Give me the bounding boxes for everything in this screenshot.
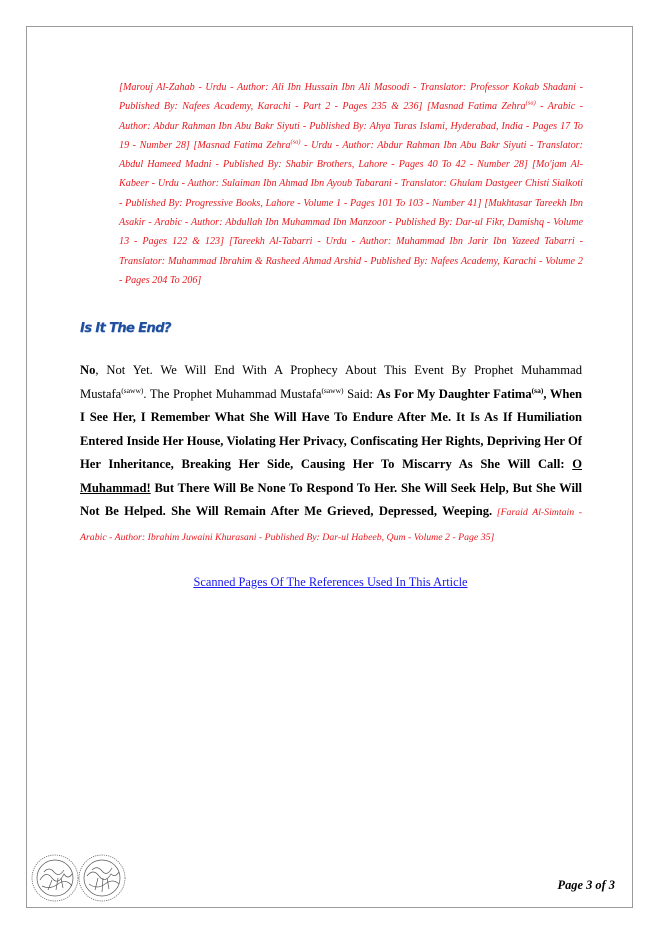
section-heading: Is It The End? [80, 321, 171, 336]
honorific-sup: (sa) [525, 99, 536, 107]
page-number: Page 3 of 3 [557, 878, 615, 892]
honorific-sup: (saww) [121, 385, 144, 395]
honorific-sup: (sa) [290, 138, 301, 146]
scanned-pages-link[interactable]: Scanned Pages Of The References Used In This Article [193, 575, 468, 589]
quote-citation: [Faraid Al-Simtain - Arabic - Author: Ibrahim Juwaini Khurasani - Published By: Dar-ul Habeeb, Qum - Volume 2 - Page 35] [80, 507, 582, 543]
calligraphy-seal-icon [79, 855, 125, 901]
body-text-2: . The Prophet Muhammad Mustafa [143, 386, 322, 401]
answer-word: No [80, 363, 96, 377]
body-text-1: , Not Yet. We Will End With A Prophecy About This Event By Prophet Muhammad Mustafa [80, 363, 582, 401]
main-paragraph [80, 359, 582, 549]
quote-underlined: O Muhammad! [80, 457, 582, 495]
calligraphy-seals [30, 850, 128, 906]
honorific-sup: (sa) [531, 385, 544, 395]
reference-text: [Marouj Al-Zahab - Urdu - Author: Ali Ibn Hussain Ibn Ali Masoodi - Translator: Professor Kokab Shadani - Published By: Nafees Academy, Karachi - Part 2 - Pages 235 & 236] [Masnad Fatima Zehra [119, 82, 583, 113]
quote-bold-1: As For My Daughter Fatima [376, 386, 532, 401]
references-block [119, 78, 583, 290]
quote-bold-2: , When I See Her, I Remember What She Will Have To Endure After Me. It Is As If Humiliation Entered Inside Her House, Violating Her Privacy, Confiscating Her Rights, Depriving Her Of Her Inheritance, Breaking Her Side, Causing Her To Miscarry As She Will Call: [80, 386, 583, 471]
reference-text: - Arabic - Author: Abdur Rahman Ibn Abu Bakr Siyuti - Published By: Ahya Turas Islami, Hyderabad, India - Pages 17 To 19 - Number 28] [Masnad Fatima Zehra [119, 101, 583, 151]
quote-bold-3: But There Will Be None To Respond To Her. She Will Seek Help, But She Will Not Be Helped. She Will Remain After Me Grieved, Depressed, Weeping. [80, 480, 582, 518]
calligraphy-seal-icon [32, 855, 78, 901]
reference-text: - Urdu - Author: Abdur Rahman Ibn Abu Bakr Siyuti - Translator: Abdul Hameed Madni - Published By: Shabir Brothers, Lahore - Pages 40 To 42 - Number 28] [Mo'jam Al-Kabeer - Urdu - Author: Sulaiman Ibn Ahmad Ibn Ayoub Tabarani - Translator: Ghulam Dastgeer Chisti Sialkoti - Published By: Progressive Books, Lahore - Volume 1 - Pages 101 To 103 - Number 41] [Mukhtasar Tareekh Ibn Asakir - Arabic - Author: Abdullah Ibn Muhammad Ibn Manzoor - Published By: Dar-ul Fikr, Damishq - Volume 13 - Pages 122 & 123] [Tareekh Al-Tabarri - Urdu - Author: Muhammad Ibn Jarir Ibn Yazeed Tabarri - Translator: Muhammad Ibrahim & Rasheed Ahmad Arshid - Published By: Nafees Academy, Karachi - Volume 2 - Pages 204 To 206] [119, 139, 583, 286]
honorific-sup: (saww) [321, 385, 344, 395]
body-text-3: Said: [343, 386, 377, 401]
